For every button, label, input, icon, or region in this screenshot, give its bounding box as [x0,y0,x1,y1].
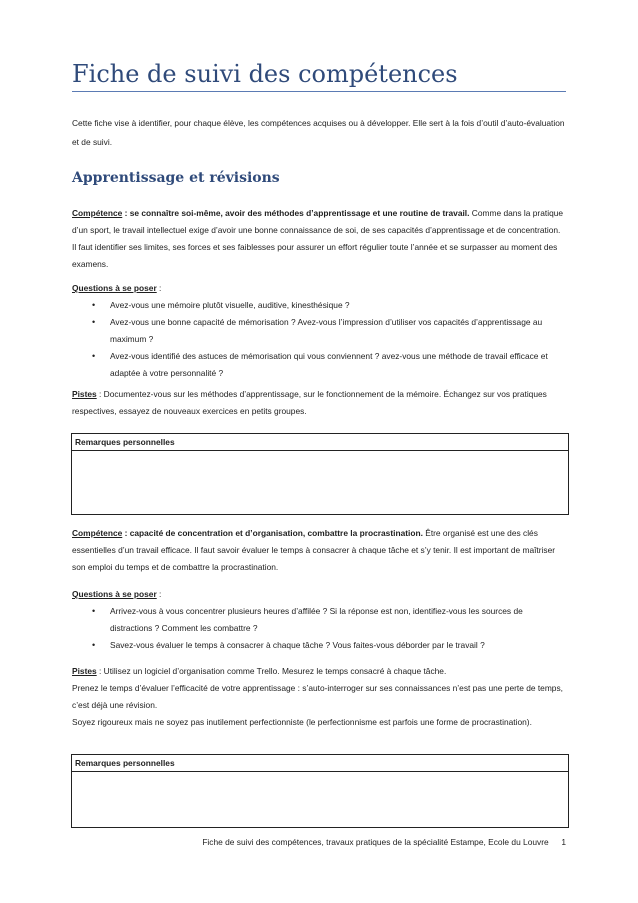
page-number: 1 [561,837,566,847]
competence-label: Compétence [72,528,123,538]
competence-title: : se connaître soi-même, avoir des méthodes d’apprentissage et une routine de travail. [124,208,470,218]
competence-title: : capacité de concentration et d’organisation, combattre la procrastination. [124,528,423,538]
page-footer [72,837,566,847]
pistes-line: Prenez le temps d’évaluer l’efficacité de votre apprentissage : s’auto-interroger sur ses connaissances n’est pas une perte de temps, c’est déjà une révision. [72,683,563,710]
competence-1-questions [72,280,566,382]
intro-paragraph: Cette fiche vise à identifier, pour chaque élève, les compétences acquises ou à développer. Elle sert à la fois d’outil d’auto-évaluation et de suivi. [72,118,565,147]
list-item: • Avez-vous identifié des astuces de mémorisation qui vous conviennent ? avez-vous une méthode de travail efficace et adaptée à votre personnalité ? [110,348,566,382]
remarks-box-2[interactable] [71,754,569,828]
pistes-line [72,663,566,680]
questions-list [72,603,566,654]
remarks-box-1[interactable] [71,433,569,515]
questions-label: Questions à se poser [72,283,157,293]
competence-2-pistes [72,663,566,731]
competence-1-pistes [72,386,566,420]
pistes-line: Soyez rigoureux mais ne soyez pas inutilement perfectionniste (le perfectionnisme est parfois une forme de procrastination). [72,717,532,727]
competence-2-paragraph [72,525,566,576]
competence-label: Compétence [72,208,123,218]
section-title: Apprentissage et révisions [72,170,280,186]
pistes-label: Pistes [72,666,97,676]
list-item: • Avez-vous une mémoire plutôt visuelle, auditive, kinesthésique ? [110,297,566,314]
list-item: • Arrivez-vous à vous concentrer plusieurs heures d’affilée ? Si la réponse est non, identifiez-vous les sources de distractions ? Comment les combattre ? [110,603,566,637]
questions-heading [72,586,566,603]
remarks-label: Remarques personnelles [72,434,568,451]
questions-label: Questions à se poser [72,589,157,599]
questions-list [72,297,566,382]
pistes-text: : Utilisez un logiciel d’organisation comme Trello. Mesurez le temps consacré à chaque tâche. [96,666,447,676]
list-item: • Savez-vous évaluer le temps à consacrer à chaque tâche ? Vous faites-vous déborder par le travail ? [110,637,566,654]
footer-text: Fiche de suivi des compétences, travaux pratiques de la spécialité Estampe, Ecole du Louvre [202,837,549,847]
pistes-text: : Documentez-vous sur les méthodes d’apprentissage, sur le fonctionnement de la mémoire. Échangez sur vos pratiques respectives, essayez de nouveaux exercices en petits groupes. [72,389,547,416]
competence-text: Être organisé est une des clés essentielles d’un travail efficace. Il faut savoir évaluer le temps à consacrer à chaque tâche et s’y tenir. Il est important de maîtriser son emploi du temps et de combattre la procrastination. [72,528,556,572]
remarks-label: Remarques personnelles [72,755,568,772]
questions-colon: : [156,283,162,293]
list-item: • Avez-vous une bonne capacité de mémorisation ? Avez-vous l’impression d’utiliser vos capacités d’apprentissage au maximum ? [110,314,566,348]
questions-heading [72,280,566,297]
competence-1-paragraph [72,205,566,273]
page-title: Fiche de suivi des compétences [72,60,566,92]
competence-text: Comme dans la pratique d’un sport, le travail intellectuel exige d’avoir une bonne connaissance de soi, de ses capacités d’apprentissage et de concentration. Il faut identifier ses limites, ses forces et ses faiblesses pour assurer un effort régulier toute l’année et se surpasser au moment des examens. [72,208,564,269]
competence-2-questions [72,586,566,654]
questions-colon: : [156,589,162,599]
pistes-label: Pistes [72,389,97,399]
